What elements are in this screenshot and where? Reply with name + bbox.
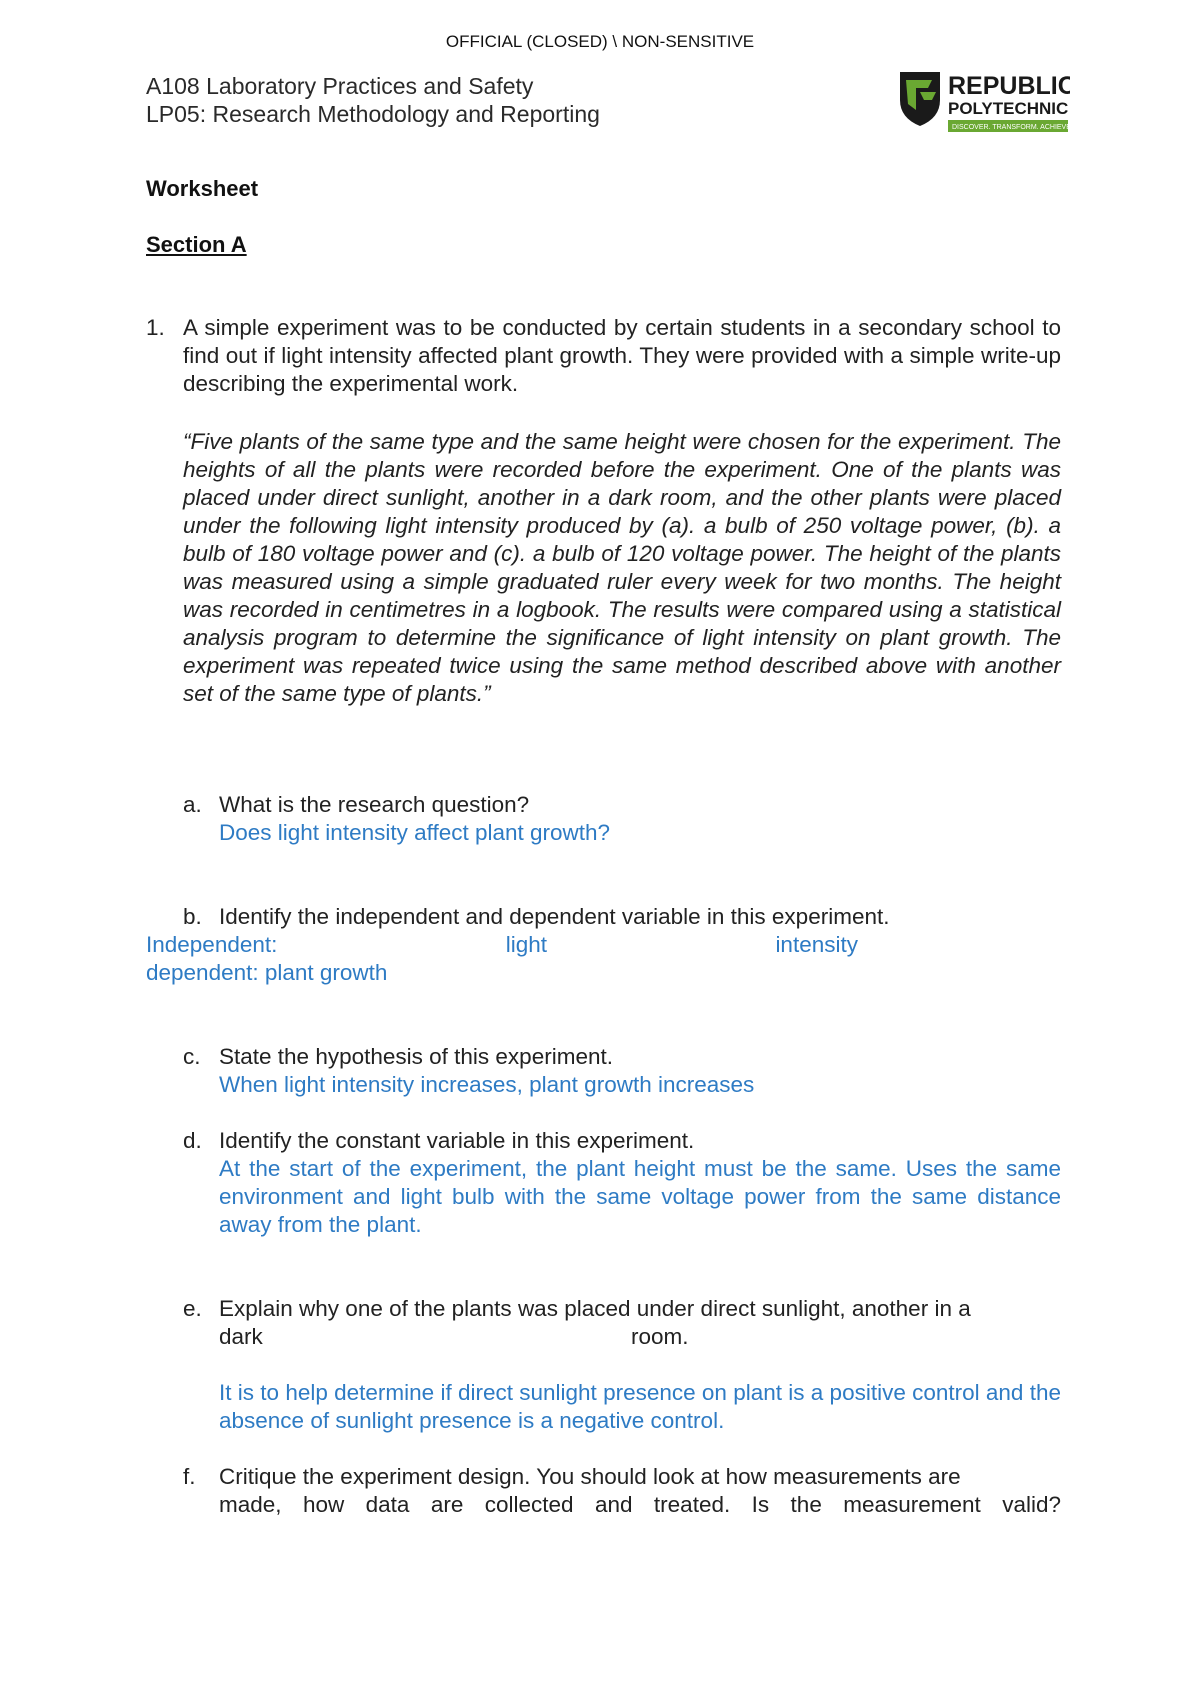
logo-wordmark-line1: REPUBLIC bbox=[948, 72, 1070, 100]
part-e-answer: It is to help determine if direct sunlight presence on plant is a positive control and the absence of sunlight presence is a negative control. bbox=[219, 1380, 1061, 1433]
part-a-label: a. bbox=[183, 792, 202, 817]
document-header bbox=[146, 72, 600, 128]
part-b-answer-word1: Independent: bbox=[146, 932, 278, 957]
part-a-question: What is the research question? bbox=[219, 792, 530, 817]
part-b-question: Identify the independent and dependent variable in this experiment. bbox=[219, 904, 890, 929]
logo-wordmark-line2: POLYTECHNIC bbox=[948, 99, 1069, 118]
part-d-answer: At the start of the experiment, the plant height must be the same. Uses the same environment and light bulb with the same voltage power from the same distance away from the plant. bbox=[219, 1156, 1061, 1237]
course-title: A108 Laboratory Practices and Safety bbox=[146, 73, 534, 99]
logo-shield-icon bbox=[898, 66, 1070, 138]
experiment-quote: “Five plants of the same type and the same height were chosen for the experiment. The heights of all the plants were recorded before the experiment. One of the plants was placed under direct sunlight, another in a dark room, and the other plants were placed under the following light intensity produced by (a). a bulb of 250 voltage power, (b). a bulb of 180 voltage power and (c). a bulb of 120 voltage power. The height of the plants was measured using a simple graduated ruler every week for two months. The height was recorded in centimetres in a logbook. The results were compared using a statistical analysis program to determine the significance of light intensity on plant growth. The experiment was repeated twice using the same method described above with another set of the same type of plants.” bbox=[183, 429, 1061, 706]
part-e-question-word2: room. bbox=[631, 1324, 689, 1349]
part-d-question: Identify the constant variable in this experiment. bbox=[219, 1128, 695, 1153]
question-intro: A simple experiment was to be conducted by certain students in a secondary school to find out if light intensity affected plant growth. They were provided with a simple write-up describing the experimental work. bbox=[183, 315, 1061, 396]
part-e-question-line2 bbox=[219, 1323, 1061, 1351]
part-b-answer-line2: dependent: plant growth bbox=[146, 960, 388, 985]
question-number: 1. bbox=[146, 315, 165, 340]
part-f-label: f. bbox=[183, 1464, 196, 1489]
republic-polytechnic-logo bbox=[898, 66, 1070, 138]
part-e-label: e. bbox=[183, 1296, 202, 1321]
part-c-question: State the hypothesis of this experiment. bbox=[219, 1044, 613, 1069]
classification-label: OFFICIAL (CLOSED) \ NON-SENSITIVE bbox=[445, 32, 755, 51]
part-b-label: b. bbox=[183, 904, 202, 929]
part-c-label: c. bbox=[183, 1044, 201, 1069]
lesson-title: LP05: Research Methodology and Reporting bbox=[146, 101, 600, 127]
part-f-question-line2: made, how data are collected and treated. Is the measurement valid? bbox=[219, 1492, 1061, 1517]
part-e-question-word1: dark bbox=[219, 1324, 263, 1349]
part-d-label: d. bbox=[183, 1128, 202, 1153]
worksheet-title: Worksheet bbox=[146, 176, 259, 201]
part-a-answer: Does light intensity affect plant growth? bbox=[219, 820, 611, 845]
part-b-answer-line1 bbox=[146, 931, 858, 959]
section-title: Section A bbox=[146, 232, 247, 257]
part-f-question-line1: Critique the experiment design. You should look at how measurements are bbox=[219, 1464, 961, 1489]
part-c-answer: When light intensity increases, plant growth increases bbox=[219, 1072, 755, 1097]
part-b-answer-word2: light bbox=[505, 932, 548, 957]
part-b-answer-word3: intensity bbox=[775, 932, 858, 957]
part-e-question-line1: Explain why one of the plants was placed under direct sunlight, another in a bbox=[219, 1296, 971, 1321]
logo-tagline: DISCOVER. TRANSFORM. ACHIEVE bbox=[952, 124, 1070, 131]
